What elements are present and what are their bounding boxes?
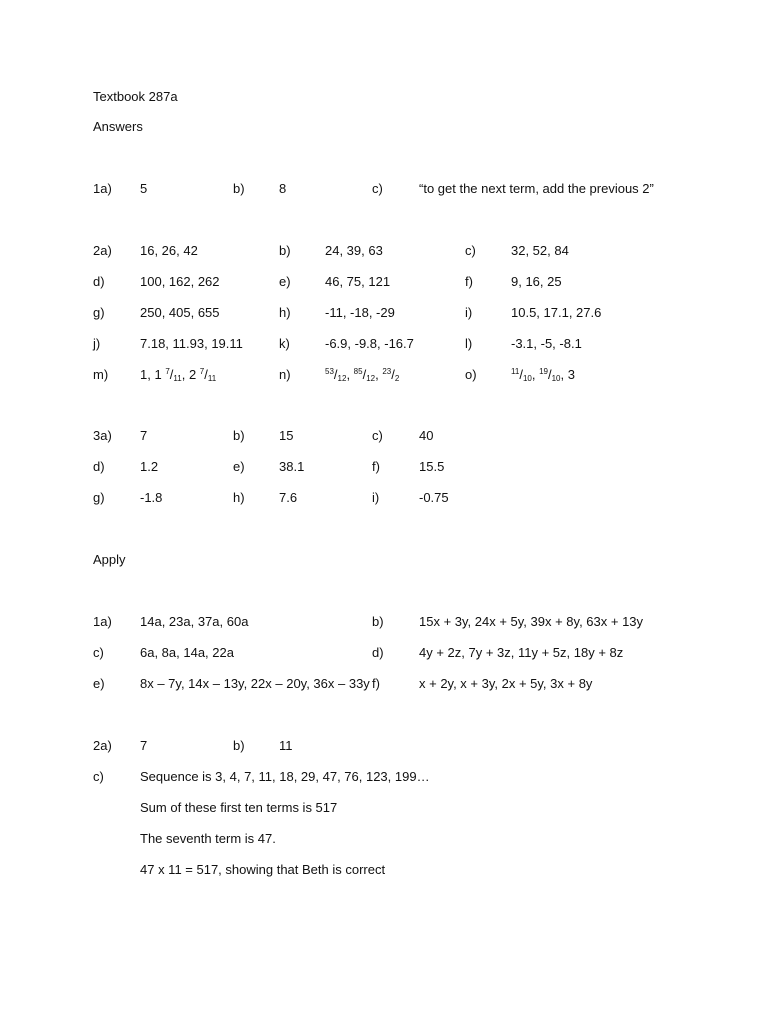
apply2b-answer: 11: [279, 738, 293, 753]
q2k-label: k): [279, 336, 290, 351]
apply2c-label: c): [93, 769, 104, 784]
q2e-answer: 46, 75, 121: [325, 274, 391, 289]
apply2c-line: The seventh term is 47.: [140, 831, 276, 846]
apply2a-answer: 7: [140, 738, 148, 753]
q2k-answer: -6.9, -9.8, -16.7: [325, 336, 414, 351]
apply1a-answer: 14a, 23a, 37a, 60a: [140, 614, 249, 629]
apply-heading: Apply: [93, 552, 126, 567]
q2f-label: f): [465, 274, 473, 289]
q1b-answer: 8: [279, 181, 287, 196]
q3d-answer: 1.2: [140, 459, 159, 474]
q2d-answer: 100, 162, 262: [140, 274, 220, 289]
q3b-label: b): [233, 428, 245, 443]
q3d-label: d): [93, 459, 105, 474]
q1a-label: 1a): [93, 181, 112, 196]
q2a-label: 2a): [93, 243, 112, 258]
q2l-answer: -3.1, -5, -8.1: [511, 336, 582, 351]
apply2c-line: Sequence is 3, 4, 7, 11, 18, 29, 47, 76, 123, 199…: [140, 769, 430, 784]
q3b-answer: 15: [279, 428, 294, 443]
q2h-label: h): [279, 305, 291, 320]
q2l-label: l): [465, 336, 473, 351]
apply1f-label: f): [372, 676, 380, 691]
q2g-label: g): [93, 305, 105, 320]
q2i-answer: 10.5, 17.1, 27.6: [511, 305, 602, 320]
q2m-answer: 1, 1 $^7/_{11}$, 2 $^7/_{11}$: [140, 367, 217, 383]
q2b-label: b): [279, 243, 291, 258]
q2c-label: c): [465, 243, 476, 258]
page-title: Textbook 287a: [93, 89, 178, 104]
q3e-label: e): [233, 459, 245, 474]
q2b-answer: 24, 39, 63: [325, 243, 383, 258]
apply2c-line: 47 x 11 = 517, showing that Beth is correct: [140, 862, 386, 877]
q2n-label: n): [279, 367, 291, 382]
apply1f-answer: x + 2y, x + 3y, 2x + 5y, 3x + 8y: [419, 676, 593, 691]
q2n-answer: $^{53}/_{12}$, $^{85}/_{12}$, $^{23}/_2$: [325, 367, 400, 383]
q3g-answer: -1.8: [140, 490, 163, 505]
apply1d-answer: 4y + 2z, 7y + 3z, 11y + 5z, 18y + 8z: [419, 645, 624, 660]
apply2a-label: 2a): [93, 738, 112, 753]
q1c-answer: “to get the next term, add the previous 2”: [419, 181, 654, 196]
q3i-label: i): [372, 490, 380, 505]
apply1b-label: b): [372, 614, 384, 629]
q3g-label: g): [93, 490, 105, 505]
q2g-answer: 250, 405, 655: [140, 305, 220, 320]
q3c-answer: 40: [419, 428, 434, 443]
q3a-label: 3a): [93, 428, 112, 443]
q3h-answer: 7.6: [279, 490, 298, 505]
q2j-label: j): [93, 336, 101, 351]
apply2c-line: Sum of these first ten terms is 517: [140, 800, 338, 815]
q3f-answer: 15.5: [419, 459, 445, 474]
apply1e-label: e): [93, 676, 105, 691]
q3i-answer: -0.75: [419, 490, 449, 505]
page-subtitle: Answers: [93, 119, 143, 134]
q3c-label: c): [372, 428, 383, 443]
q2i-label: i): [465, 305, 473, 320]
apply1e-answer: 8x – 7y, 14x – 13y, 22x – 20y, 36x – 33y: [140, 676, 370, 691]
q2h-answer: -11, -18, -29: [325, 305, 395, 320]
q2j-answer: 7.18, 11.93, 19.11: [140, 336, 243, 351]
q3a-answer: 7: [140, 428, 148, 443]
apply1d-label: d): [372, 645, 384, 660]
q1a-answer: 5: [140, 181, 148, 196]
q3f-label: f): [372, 459, 380, 474]
q2a-answer: 16, 26, 42: [140, 243, 198, 258]
q1b-label: b): [233, 181, 245, 196]
apply1c-label: c): [93, 645, 104, 660]
apply1b-answer: 15x + 3y, 24x + 5y, 39x + 8y, 63x + 13y: [419, 614, 644, 629]
q1c-label: c): [372, 181, 383, 196]
apply1a-label: 1a): [93, 614, 112, 629]
q2o-label: o): [465, 367, 477, 382]
q2o-answer: $^{11}/_{10}$, $^{19}/_{10}$, 3: [511, 367, 575, 383]
q2m-label: m): [93, 367, 109, 382]
q3h-label: h): [233, 490, 245, 505]
q2d-label: d): [93, 274, 105, 289]
q3e-answer: 38.1: [279, 459, 305, 474]
apply1c-answer: 6a, 8a, 14a, 22a: [140, 645, 234, 660]
q2c-answer: 32, 52, 84: [511, 243, 569, 258]
q2f-answer: 9, 16, 25: [511, 274, 562, 289]
apply2b-label: b): [233, 738, 245, 753]
q2e-label: e): [279, 274, 291, 289]
